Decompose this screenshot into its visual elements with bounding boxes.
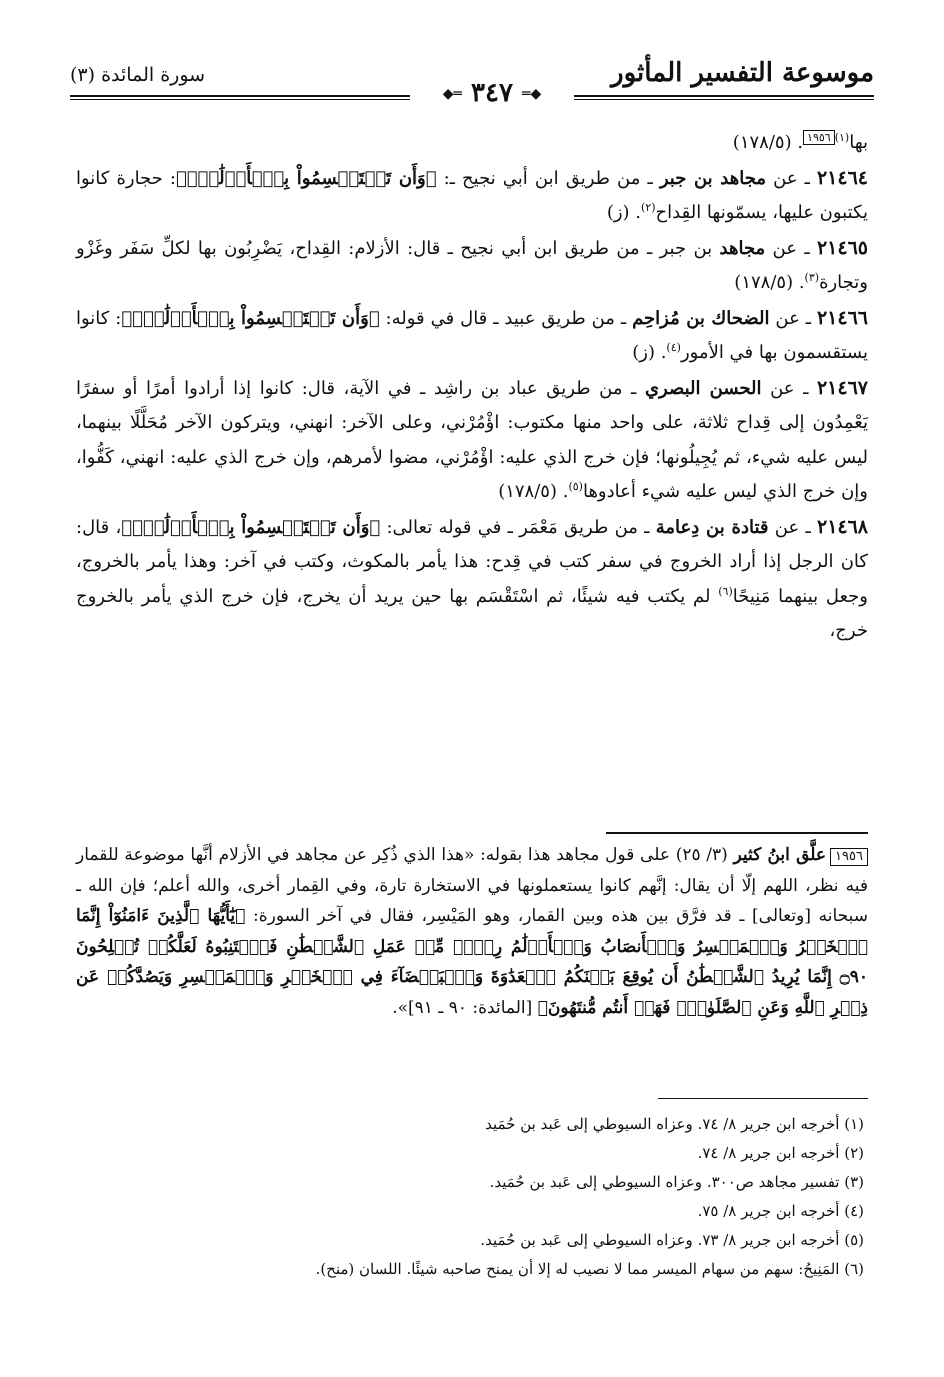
narrator-name: مجاهد بن جبر <box>659 167 766 189</box>
footnote-marker[interactable]: (٢) <box>641 201 656 214</box>
text-segment: : كانوا يستقسمون بها في الأمور <box>76 307 868 363</box>
citation: (٣/ ٢٥) <box>669 845 734 865</box>
text-segment: ـ عن <box>769 307 817 329</box>
ornament-icon: ═◆ <box>442 86 462 102</box>
page-number: ٣٤٧ <box>471 78 513 108</box>
header-rule-right-thin <box>574 99 874 100</box>
text-segment: على قول مجاهد هذا بقوله: «هذا الذي ذُكِر عن مجاهد في الأزلام أنَّها موضوعة للقمار فيه نظر، اللهم إلّا أن يقال: إنَّهم كانوا يستعملونها في الاستخارة تارة، وفي القِمار أخرى، والله أعلم؛ فإن الله ـ سبحانه [وتعالى] ـ قد فرَّق بين هذه وبين القمار، وهو المَيْسِر، فقال في آخر السورة: <box>76 845 868 926</box>
text-segment: ـ عن <box>766 167 817 189</box>
page-header <box>70 48 874 108</box>
main-text <box>76 126 868 649</box>
footnote-marker[interactable]: (٣) <box>804 271 820 284</box>
text-segment: ـ من طريق عبيد ـ قال في قوله: <box>379 307 633 329</box>
narrator-name: مجاهد <box>719 237 766 259</box>
commentary-ref-box[interactable]: ١٩٥٦ <box>803 130 835 145</box>
text-segment: بن جبر ـ من طريق ابن أبي نجيح ـ قال: الأزلام: القِداح، يَضْرِبُون بها لكلِّ سَفَر وغَزْو وتجارة <box>76 237 868 293</box>
text-segment: ـ من طريق مَعْمَر ـ في قوله تعالى: <box>380 516 656 538</box>
text-segment: ـ عن <box>761 377 817 399</box>
narration-number: ٢١٤٦٥ <box>816 236 868 259</box>
ornament-icon: ◆═ <box>522 86 542 102</box>
narration-entry <box>76 510 868 649</box>
page-number-block <box>410 78 574 108</box>
footnote-marker[interactable]: (٥) <box>568 480 583 493</box>
footnote: (٢) أخرجه ابن جرير ٨/ ٧٤. <box>697 1144 864 1162</box>
book-title: موسوعة التفسير المأثور <box>611 58 874 88</box>
footnote: (١) أخرجه ابن جرير ٨/ ٧٤. وعزاه السيوطي إلى عَبد بن حُمَيد <box>485 1115 864 1133</box>
quran-verse: ﴿يَٰٓأَيُّهَا ٱلَّذِينَ ءَامَنُوٓاْ إِنَّمَا ٱلۡخَمۡرُ وَٱلۡمَيۡسِرُ وَٱلۡأَنصَابُ وَٱلۡأَزۡلَٰمُ رِجۡسٞ مِّنۡ عَمَلِ ٱلشَّيۡطَٰنِ فَٱجۡتَنِبُوهُ لَعَلَّكُمۡ تُفۡلِحُونَ ۝٩٠ إِنَّمَا يُرِيدُ ٱلشَّيۡطَٰنُ أَن يُوقِعَ بَيۡنَكُمُ ٱلۡعَدَٰوَةَ وَٱلۡبَغۡضَآءَ فِي ٱلۡخَمۡرِ وَٱلۡمَيۡسِرِ وَيَصُدَّكُمۡ عَن ذِكۡرِ ٱللَّهِ وَعَنِ ٱلصَّلَوٰةِۖ فَهَلۡ أَنتُم مُّنتَهُونَ﴾ <box>76 906 868 1018</box>
text-segment: ، قال: كان الرجل إذا أراد الخروج في سفر كتب في قِدح: هذا يأمر بالمكوث، وكتب في آخر: وهذا يأمر بالخروج، وجعل بينهما مَنِيحًا <box>76 516 868 607</box>
header-rule-left-thin <box>70 99 410 100</box>
text-segment: ـ من طريق عباد بن راشِد ـ في الآية، قال: كانوا إذا أرادوا أمرًا أو سفرًا يَعْمِدُون إلى قِداح ثلاثة، على واحد منها مكتوب: اؤْمُرْني، وعلى الآخر: انهني، ويتركون الآخر مُحَلَّلًا بينهما، ليس عليه شيء، ثم يُجِيلُونها؛ فإن خرج الذي عليه: اؤْمُرْني، مضوا لأمرهم، وإن خرج الذي عليه: انهني، كَفُّوا، وإن خرج الذي ليس عليه شيء أعادوها <box>76 377 869 502</box>
footnotes <box>76 1110 864 1284</box>
text-segment: . (١٧٨/٥) <box>732 132 804 153</box>
commentary-number-box: ١٩٥٦ <box>830 848 868 866</box>
header-rule-right <box>574 95 874 97</box>
commentator-name: علَّق ابنُ كثير <box>733 845 827 865</box>
citation: [المائدة: ٩٠ ـ ٩١]». <box>392 997 538 1018</box>
narration-number: ٢١٤٦٧ <box>816 376 868 399</box>
text-segment: . (١٧٨/٥) <box>498 481 569 502</box>
quran-verse: ﴿وَأَن تَسۡتَقۡسِمُواْ بِٱلۡأَزۡلَٰمِۚ﴾ <box>121 307 380 329</box>
text-segment: بها <box>849 132 868 153</box>
text-segment: ـ عن <box>768 516 817 538</box>
footnote-marker[interactable]: (٦) <box>718 584 733 598</box>
text-segment: ـ عن <box>765 237 817 259</box>
text-segment: ـ من طريق ابن أبي نجيح ـ: <box>436 167 660 189</box>
text-segment: . (ز) <box>632 342 667 363</box>
narrator-name: الحسن البصري <box>644 377 762 399</box>
narrator-name: الضحاك بن مُزاحِم <box>632 307 770 329</box>
footnote: (٦) المَنِيحُ: سهم من سهام الميسر مما لا نصيب له إلا أن يمنح صاحبه شيئًا. اللسان (منح). <box>315 1260 864 1278</box>
narration-entry <box>76 161 868 231</box>
commentary-block <box>76 840 868 1023</box>
footnote-marker[interactable]: (٤) <box>666 341 681 354</box>
narration-entry <box>76 231 868 301</box>
footnote: (٣) تفسير مجاهد ص٣٠٠. وعزاه السيوطي إلى عَبد بن حُمَيد. <box>489 1173 864 1191</box>
quran-verse: ﴿وَأَن تَسۡتَقۡسِمُواْ بِٱلۡأَزۡلَٰمِۚ﴾ <box>175 167 437 189</box>
surah-label: سورة المائدة (٣) <box>70 64 206 86</box>
footnotes-separator <box>658 1098 868 1099</box>
narration-number: ٢١٤٦٦ <box>816 306 868 329</box>
footnote: (٤) أخرجه ابن جرير ٨/ ٧٥. <box>697 1202 864 1220</box>
text-segment: . (١٧٨/٥) <box>734 272 805 293</box>
continuation-line <box>76 126 868 161</box>
commentary-separator <box>606 832 868 834</box>
text-segment: : حجارة كانوا يكتبون عليها، يسمّونها القِداح <box>76 167 868 223</box>
header-rule-left <box>70 95 410 97</box>
text-segment: لم يكتب فيه شيئًا، ثم اسْتَقْسَم بها حين يريد أن يخرج، فإن خرج الذي يأمر بالخروج خرج، <box>76 585 868 641</box>
narration-number: ٢١٤٦٨ <box>816 515 869 538</box>
footnote: (٥) أخرجه ابن جرير ٨/ ٧٣. وعزاه السيوطي إلى عَبد بن حُمَيد. <box>480 1231 864 1249</box>
quran-verse: ﴿وَأَن تَسۡتَقۡسِمُواْ بِٱلۡأَزۡلَٰمِۚ﴾ <box>121 516 381 538</box>
narrator-name: قتادة بن دِعامة <box>655 516 769 538</box>
footnote-marker[interactable]: (١) <box>834 131 850 144</box>
narration-entry <box>76 301 868 371</box>
narration-number: ٢١٤٦٤ <box>816 166 868 189</box>
narration-entry <box>76 371 868 510</box>
text-segment: . (ز) <box>606 202 642 223</box>
